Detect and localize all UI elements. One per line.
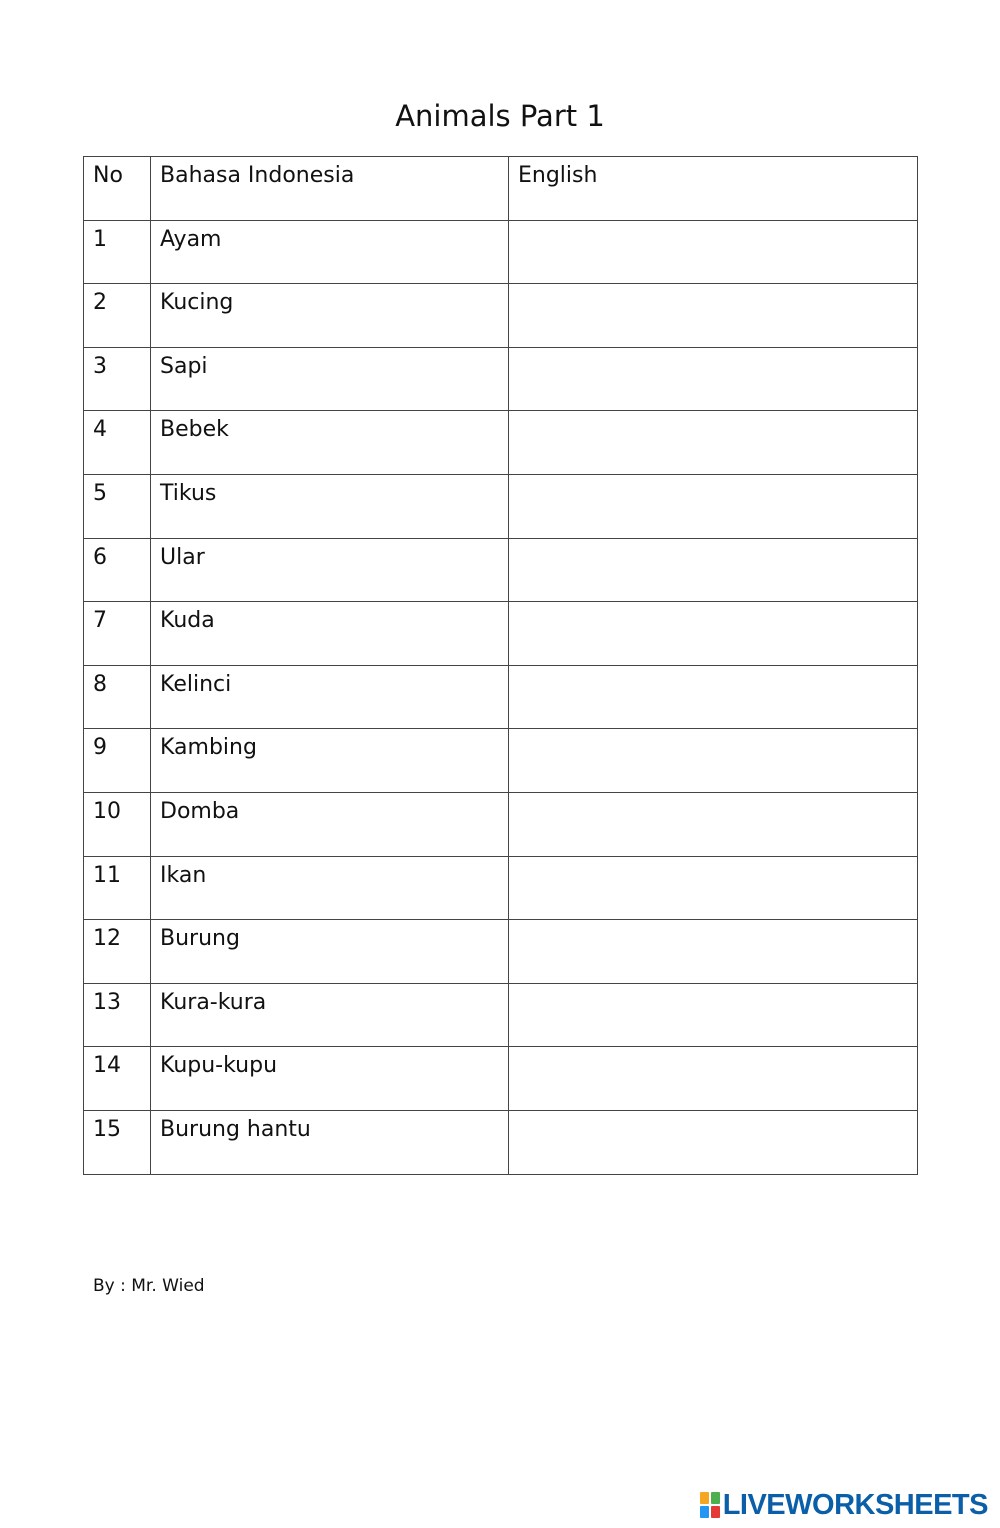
row-number: 10 — [84, 792, 151, 856]
english-answer-cell[interactable] — [509, 729, 918, 793]
vocabulary-table — [83, 156, 918, 1175]
english-answer-cell[interactable] — [509, 983, 918, 1047]
indonesian-word: Burung — [151, 920, 509, 984]
english-answer-cell[interactable] — [509, 347, 918, 411]
table-row — [84, 538, 918, 602]
table-row — [84, 602, 918, 666]
indonesian-word: Ikan — [151, 856, 509, 920]
table-row — [84, 1047, 918, 1111]
row-number: 6 — [84, 538, 151, 602]
row-number: 11 — [84, 856, 151, 920]
table-row — [84, 411, 918, 475]
table-row — [84, 792, 918, 856]
english-answer-cell[interactable] — [509, 1047, 918, 1111]
indonesian-word: Kura-kura — [151, 983, 509, 1047]
author-credit: By : Mr. Wied — [93, 1276, 205, 1296]
english-answer-cell[interactable] — [509, 792, 918, 856]
row-number: 1 — [84, 220, 151, 284]
english-answer-cell[interactable] — [509, 538, 918, 602]
table-row — [84, 729, 918, 793]
english-answer-cell[interactable] — [509, 220, 918, 284]
indonesian-word: Sapi — [151, 347, 509, 411]
english-answer-cell[interactable] — [509, 284, 918, 348]
table-row — [84, 1110, 918, 1174]
row-number: 3 — [84, 347, 151, 411]
row-number: 8 — [84, 665, 151, 729]
table-row — [84, 474, 918, 538]
row-number: 4 — [84, 411, 151, 475]
table-header-row — [84, 157, 918, 221]
header-english: English — [509, 157, 918, 221]
vocabulary-table-body — [84, 157, 918, 1175]
row-number: 7 — [84, 602, 151, 666]
indonesian-word: Domba — [151, 792, 509, 856]
english-answer-cell[interactable] — [509, 411, 918, 475]
table-row — [84, 983, 918, 1047]
liveworksheets-logo-icon — [700, 1492, 720, 1518]
english-answer-cell[interactable] — [509, 602, 918, 666]
indonesian-word: Bebek — [151, 411, 509, 475]
table-row — [84, 920, 918, 984]
indonesian-word: Kelinci — [151, 665, 509, 729]
liveworksheets-logo[interactable] — [700, 1487, 988, 1523]
indonesian-word: Tikus — [151, 474, 509, 538]
indonesian-word: Burung hantu — [151, 1110, 509, 1174]
indonesian-word: Kucing — [151, 284, 509, 348]
row-number: 2 — [84, 284, 151, 348]
table-row — [84, 220, 918, 284]
page-title: Animals Part 1 — [395, 99, 605, 133]
indonesian-word: Ayam — [151, 220, 509, 284]
indonesian-word: Kambing — [151, 729, 509, 793]
row-number: 12 — [84, 920, 151, 984]
english-answer-cell[interactable] — [509, 920, 918, 984]
logo-text: LIVEWORKSHEETS — [722, 1488, 988, 1521]
english-answer-cell[interactable] — [509, 665, 918, 729]
row-number: 15 — [84, 1110, 151, 1174]
row-number: 13 — [84, 983, 151, 1047]
table-row — [84, 856, 918, 920]
english-answer-cell[interactable] — [509, 1110, 918, 1174]
indonesian-word: Kupu-kupu — [151, 1047, 509, 1111]
row-number: 5 — [84, 474, 151, 538]
indonesian-word: Ular — [151, 538, 509, 602]
row-number: 9 — [84, 729, 151, 793]
english-answer-cell[interactable] — [509, 856, 918, 920]
row-number: 14 — [84, 1047, 151, 1111]
header-bahasa-indonesia: Bahasa Indonesia — [151, 157, 509, 221]
english-answer-cell[interactable] — [509, 474, 918, 538]
indonesian-word: Kuda — [151, 602, 509, 666]
table-row — [84, 347, 918, 411]
table-row — [84, 665, 918, 729]
table-row — [84, 284, 918, 348]
header-no: No — [84, 157, 151, 221]
